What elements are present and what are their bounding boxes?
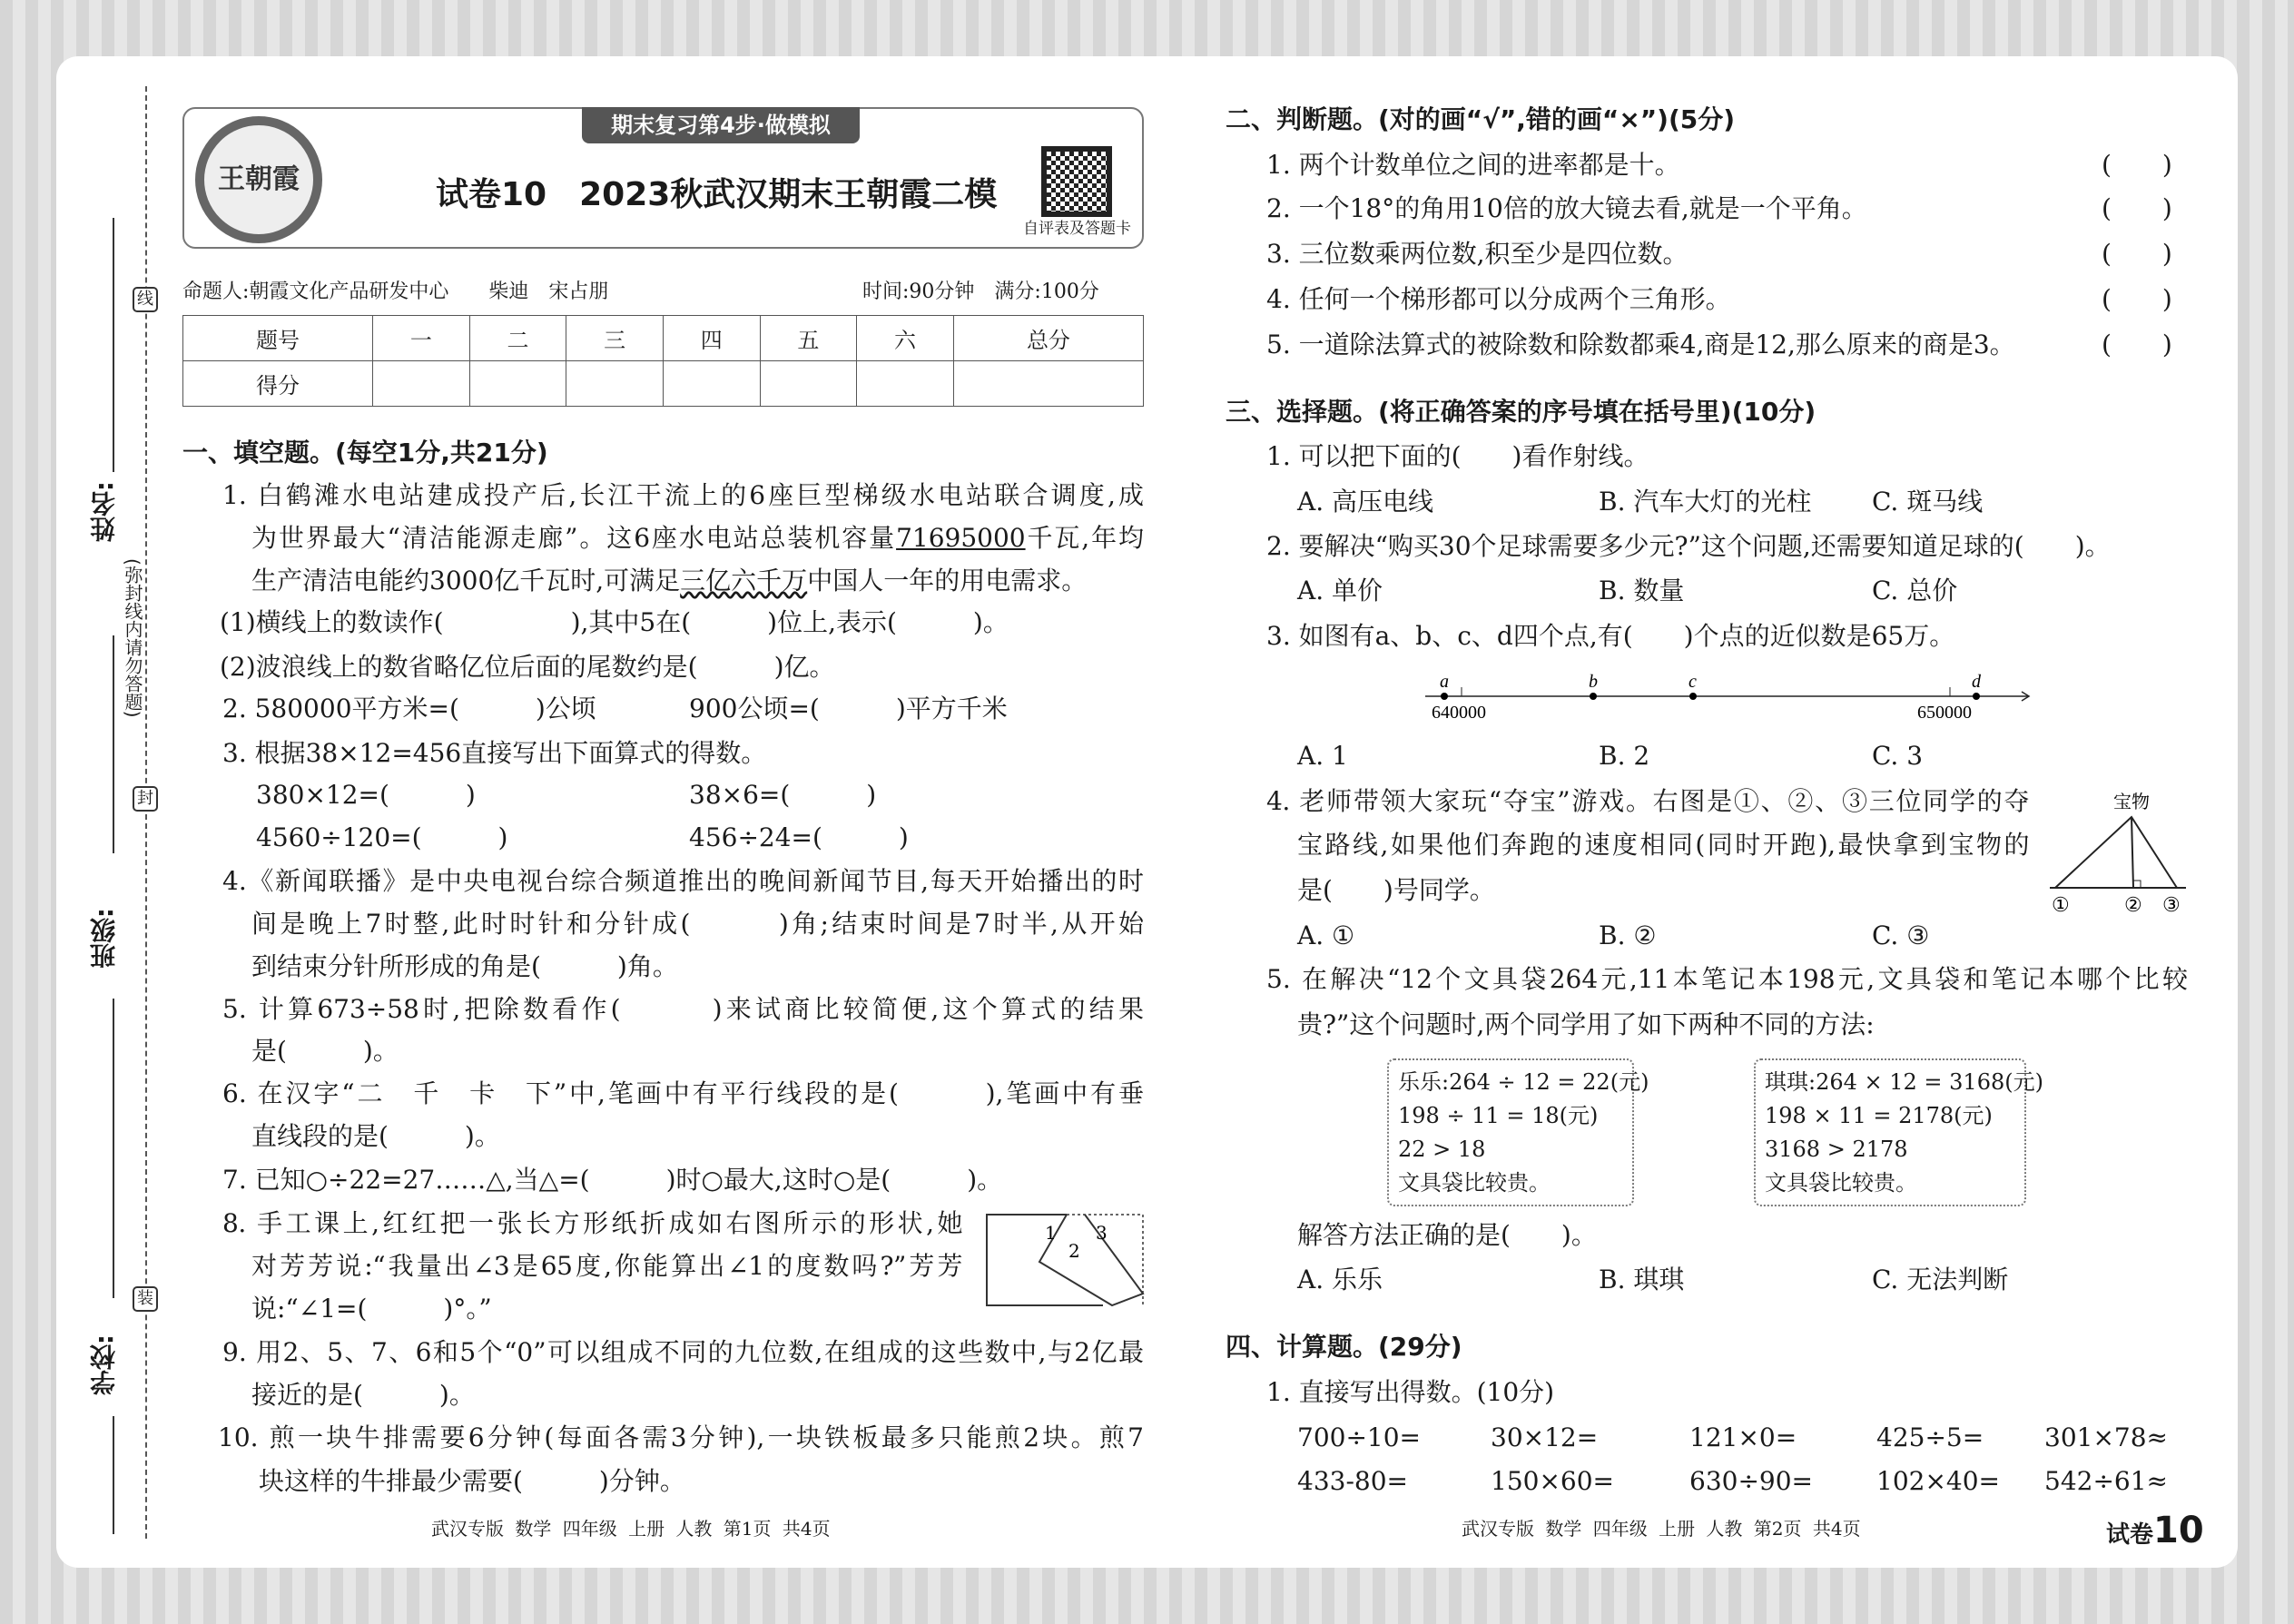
angle-label: 2 — [1068, 1240, 1080, 1262]
choice-3[interactable]: 3. 如图有a、b、c、d四个点,有( )个点的近似数是65万。 — [1266, 621, 1955, 651]
question-4-line[interactable]: 到结束分针所形成的角是( )角。 — [251, 951, 678, 981]
school-underline — [113, 1416, 114, 1534]
page-title: 试卷10 2023秋武汉期末王朝霞二模 — [436, 176, 998, 213]
question-3b[interactable]: 38×6=( ) — [689, 780, 877, 810]
score-cell[interactable] — [953, 361, 1143, 407]
paper-label: 试卷 — [2106, 1521, 2154, 1549]
score-cell[interactable] — [469, 361, 566, 407]
question-8-line[interactable]: 说:“∠1=( )°。” — [251, 1294, 492, 1324]
seal-mark: 装 — [133, 1286, 158, 1312]
section-true-false: 二、判断题。(对的画“√”,错的画“×”)(5分) — [1226, 104, 1736, 134]
treasure-figure — [2050, 788, 2195, 924]
point-b — [1590, 693, 1597, 700]
student-label: ③ — [2162, 894, 2181, 917]
question-2b[interactable]: 900公顷=( )平方千米 — [689, 694, 1008, 723]
question-9: 9. 用2、5、7、6和5个“0”可以组成不同的九位数,在组成的这些数中,与2亿最 — [222, 1337, 1144, 1367]
box-line: 3168 > 2178 — [1765, 1137, 1908, 1162]
calc-item[interactable]: 542÷61≈ — [2044, 1466, 2168, 1496]
student-label: ② — [2124, 894, 2142, 917]
score-row — [183, 361, 1144, 407]
tick-label: 640000 — [1432, 703, 1486, 722]
folded-paper-figure — [985, 1212, 1145, 1308]
score-header-cell: 三 — [566, 316, 664, 361]
page-footer-right: 武汉专版 数学 四年级 上册 人教 第2页 共4页 — [1462, 1518, 1861, 1540]
question-1-2[interactable]: (2)波浪线上的数省略亿位后面的尾数约是( )亿。 — [220, 652, 835, 682]
choice-2[interactable]: 2. 要解决“购买30个足球需要多少元?”这个问题,还需要知道足球的( )。 — [1266, 531, 2111, 561]
qr-code-icon[interactable] — [1041, 146, 1112, 217]
point-a — [1441, 693, 1448, 700]
score-cell[interactable] — [566, 361, 664, 407]
choice-1[interactable]: 1. 可以把下面的( )看作射线。 — [1266, 441, 1649, 471]
paper-no: 10 — [2153, 1510, 2204, 1551]
option: C. 斑马线 — [1872, 487, 1984, 517]
point-label: b — [1589, 672, 1598, 692]
question-8: 8. 手工课上,红红把一张长方形纸折成如右图所示的形状,她 — [222, 1208, 962, 1238]
student-label: ① — [2052, 894, 2070, 917]
question-7[interactable]: 7. 已知○÷22=27……△,当△=( )时○最大,这时○是( )。 — [222, 1165, 1003, 1195]
judge-answer-blank[interactable]: ( ) — [2102, 193, 2172, 223]
question-1-1[interactable]: (1)横线上的数读作( ),其中5在( )位上,表示( )。 — [220, 607, 1009, 637]
option: A. 单价 — [1297, 576, 1383, 605]
text: 为世界最大“清洁能源走廊”。这6座水电站总装机容量 — [251, 523, 897, 553]
choice-4: 4. 老师带领大家玩“夺宝”游戏。右图是①、②、③三位同学的夺 — [1266, 786, 2029, 816]
text: 中国人一年的用电需求。 — [807, 566, 1088, 595]
name-underline — [113, 218, 114, 472]
header-tab — [582, 107, 860, 143]
option: C. 总价 — [1872, 576, 1958, 605]
qr-caption: 自评表及答题卡 — [1023, 220, 1131, 238]
question-1-line — [251, 559, 1087, 603]
exam-time: 时间:90分钟 满分:100分 — [862, 281, 1099, 303]
text: 千瓦,年均 — [1025, 523, 1145, 553]
option: B. 2 — [1599, 741, 1650, 771]
question-10: 10. 煎一块牛排需要6分钟(每面各需3分钟),一块铁板最多只能煎2块。煎7 — [218, 1422, 1144, 1452]
choice-5: 5. 在解决“12个文具袋264元,11本笔记本198元,文具袋和笔记本哪个比较 — [1266, 964, 2188, 994]
question-3: 3. 根据38×12=456直接写出下面算式的得数。 — [222, 738, 767, 768]
calc-item[interactable]: 433-80= — [1297, 1466, 1408, 1496]
tab-text: 期末复习第4步·做模拟 — [611, 113, 831, 138]
section-choice: 三、选择题。(将正确答案的序号填在括号里)(10分) — [1226, 397, 1816, 427]
score-table — [182, 315, 1144, 407]
box-line: 琪琪:264 × 12 = 3168(元) — [1765, 1069, 2043, 1095]
option: B. 数量 — [1599, 576, 1685, 605]
name-underline — [113, 635, 114, 853]
question-4: 4.《新闻联播》是中央电视台综合频道推出的晚间新闻节目,每天开始播出的时 — [222, 866, 1144, 896]
option: A. ① — [1297, 920, 1355, 950]
section-fill-blank: 一、填空题。(每空1分,共21分) — [182, 438, 548, 468]
judge-item: 1. 两个计数单位之间的进率都是十。 — [1266, 150, 1680, 180]
calc-item[interactable]: 102×40= — [1876, 1466, 2000, 1496]
box-line: 乐乐:264 ÷ 12 = 22(元) — [1398, 1069, 1649, 1095]
option: B. ② — [1599, 920, 1657, 950]
score-header-cell: 一 — [373, 316, 470, 361]
judge-answer-blank[interactable]: ( ) — [2102, 239, 2172, 269]
calc-item[interactable]: 301×78≈ — [2044, 1422, 2168, 1452]
calc-item[interactable]: 121×0= — [1689, 1422, 1797, 1452]
box-line: 文具袋比较贵。 — [1765, 1170, 1917, 1196]
score-cell[interactable] — [663, 361, 760, 407]
option: A. 高压电线 — [1297, 487, 1434, 517]
box-line: 22 > 18 — [1398, 1137, 1486, 1162]
option: B. 琪琪 — [1599, 1265, 1685, 1294]
score-header-cell: 二 — [469, 316, 566, 361]
calc-item[interactable]: 30×12= — [1491, 1422, 1599, 1452]
question-6[interactable]: 6. 在汉字“二 千 卡 下”中,笔画中有平行线段的是( ),笔画中有垂 — [222, 1078, 1144, 1108]
logo-text: 王朝霞 — [218, 163, 300, 195]
question-6-line[interactable]: 直线段的是( )。 — [251, 1121, 500, 1151]
choice-4-line: 宝路线,如果他们奔跑的速度相同(同时开跑),最快拿到宝物的 — [1297, 830, 2029, 860]
judge-item: 5. 一道除法算式的被除数和除数都乘4,商是12,那么原来的商是3。 — [1266, 330, 2015, 359]
point-label: a — [1440, 672, 1449, 692]
paper-number — [2106, 1509, 2204, 1557]
score-cell[interactable] — [857, 361, 954, 407]
option: A. 乐乐 — [1297, 1265, 1383, 1294]
calc-item[interactable]: 630÷90= — [1689, 1466, 1813, 1496]
point-label: c — [1689, 672, 1697, 692]
question-9-line[interactable]: 接近的是( )。 — [251, 1380, 475, 1410]
score-row-label: 得分 — [183, 361, 373, 407]
authors: 命题人:朝霞文化产品研发中心 柴迪 宋占朋 — [182, 281, 609, 303]
question-3a[interactable]: 380×12=( ) — [256, 780, 476, 810]
score-header-cell: 总分 — [953, 316, 1143, 361]
method-box-lele — [1387, 1058, 1649, 1206]
seal-mark: 线 — [133, 287, 158, 312]
number-line — [1421, 667, 2038, 722]
class-underline — [113, 999, 114, 1298]
section-calculation: 四、计算题。(29分) — [1226, 1332, 1462, 1362]
point-label: d — [1972, 672, 1981, 692]
judge-answer-blank[interactable]: ( ) — [2102, 284, 2172, 314]
calc-item[interactable]: 150×60= — [1491, 1466, 1614, 1496]
method-box-qiqi — [1754, 1058, 2043, 1206]
school-label: 学校: — [89, 1334, 119, 1396]
question-1: 1. 白鹤滩水电站建成投产后,长江干流上的6座巨型梯级水电站联合调度,成 — [222, 480, 1144, 510]
calc-item[interactable]: 425÷5= — [1876, 1422, 1984, 1452]
question-2a[interactable]: 2. 580000平方米=( )公顷 — [222, 694, 596, 723]
point-d — [1973, 693, 1980, 700]
angle-label: 1 — [1045, 1222, 1057, 1244]
option: C. 3 — [1872, 741, 1924, 771]
treasure-label: 宝物 — [2113, 791, 2150, 812]
option: C. ③ — [1872, 920, 1930, 950]
seal-mark: 封 — [133, 786, 158, 812]
logo — [195, 116, 322, 243]
question-3c[interactable]: 4560÷120=( ) — [256, 822, 508, 852]
question-8-line: 对芳芳说:“我量出∠3是65度,你能算出∠1的度数吗?”芳芳 — [251, 1251, 962, 1281]
score-header-cell: 题号 — [183, 316, 373, 361]
tick-label: 650000 — [1917, 703, 1972, 722]
option: A. 1 — [1297, 741, 1348, 771]
box-line: 文具袋比较贵。 — [1398, 1170, 1551, 1196]
angle-label: 3 — [1096, 1222, 1108, 1244]
question-5-line[interactable]: 是( )。 — [251, 1036, 399, 1066]
underlined-number: 71695000 — [896, 523, 1026, 553]
choice-5-line: 贵?”这个问题时,两个同学用了如下两种不同的方法: — [1297, 1009, 1875, 1039]
question-5[interactable]: 5. 计算673÷58时,把除数看作( )来试商比较简便,这个算式的结果 — [222, 994, 1144, 1024]
judge-answer-blank[interactable]: ( ) — [2102, 330, 2172, 359]
score-cell[interactable] — [760, 361, 857, 407]
point-c — [1689, 693, 1697, 700]
judge-item: 3. 三位数乘两位数,积至少是四位数。 — [1266, 239, 1689, 269]
calc-1: 1. 直接写出得数。(10分) — [1266, 1377, 1555, 1407]
question-1-line — [251, 517, 1144, 560]
name-label: 姓名: — [89, 481, 119, 543]
judge-item: 2. 一个18°的角用10倍的放大镜去看,就是一个平角。 — [1266, 193, 1867, 223]
page-footer-left: 武汉专版 数学 四年级 上册 人教 第1页 共4页 — [431, 1518, 831, 1540]
text: 生产清洁电能约3000亿千瓦时,可满足 — [251, 566, 681, 595]
score-header-cell: 六 — [857, 316, 954, 361]
score-cell[interactable] — [373, 361, 470, 407]
judge-answer-blank[interactable]: ( ) — [2102, 150, 2172, 180]
judge-item: 4. 任何一个梯形都可以分成两个三角形。 — [1266, 284, 1731, 314]
class-label: 班级: — [89, 908, 119, 969]
question-3d[interactable]: 456÷24=( ) — [689, 822, 909, 852]
option: B. 汽车大灯的光柱 — [1599, 487, 1812, 517]
box-line: 198 ÷ 11 = 18(元) — [1398, 1103, 1599, 1128]
seal-notice: (弥封线内请勿答题) — [122, 558, 143, 718]
choice-4-line[interactable]: 是( )号同学。 — [1297, 875, 1495, 905]
question-4-line[interactable]: 间是晚上7时整,此时时针和分针成( )角;结束时间是7时半,从开始 — [251, 909, 1144, 939]
question-10-line[interactable]: 块这样的牛排最少需要( )分钟。 — [259, 1466, 685, 1496]
score-header-row — [183, 316, 1144, 361]
box-line: 198 × 11 = 2178(元) — [1765, 1103, 1993, 1128]
choice-5-question[interactable]: 解答方法正确的是( )。 — [1297, 1220, 1597, 1250]
score-header-cell: 四 — [663, 316, 760, 361]
score-header-cell: 五 — [760, 316, 857, 361]
option: C. 无法判断 — [1872, 1265, 2009, 1294]
wavy-number: 三亿六千万 — [680, 566, 808, 595]
calc-item[interactable]: 700÷10= — [1297, 1422, 1421, 1452]
